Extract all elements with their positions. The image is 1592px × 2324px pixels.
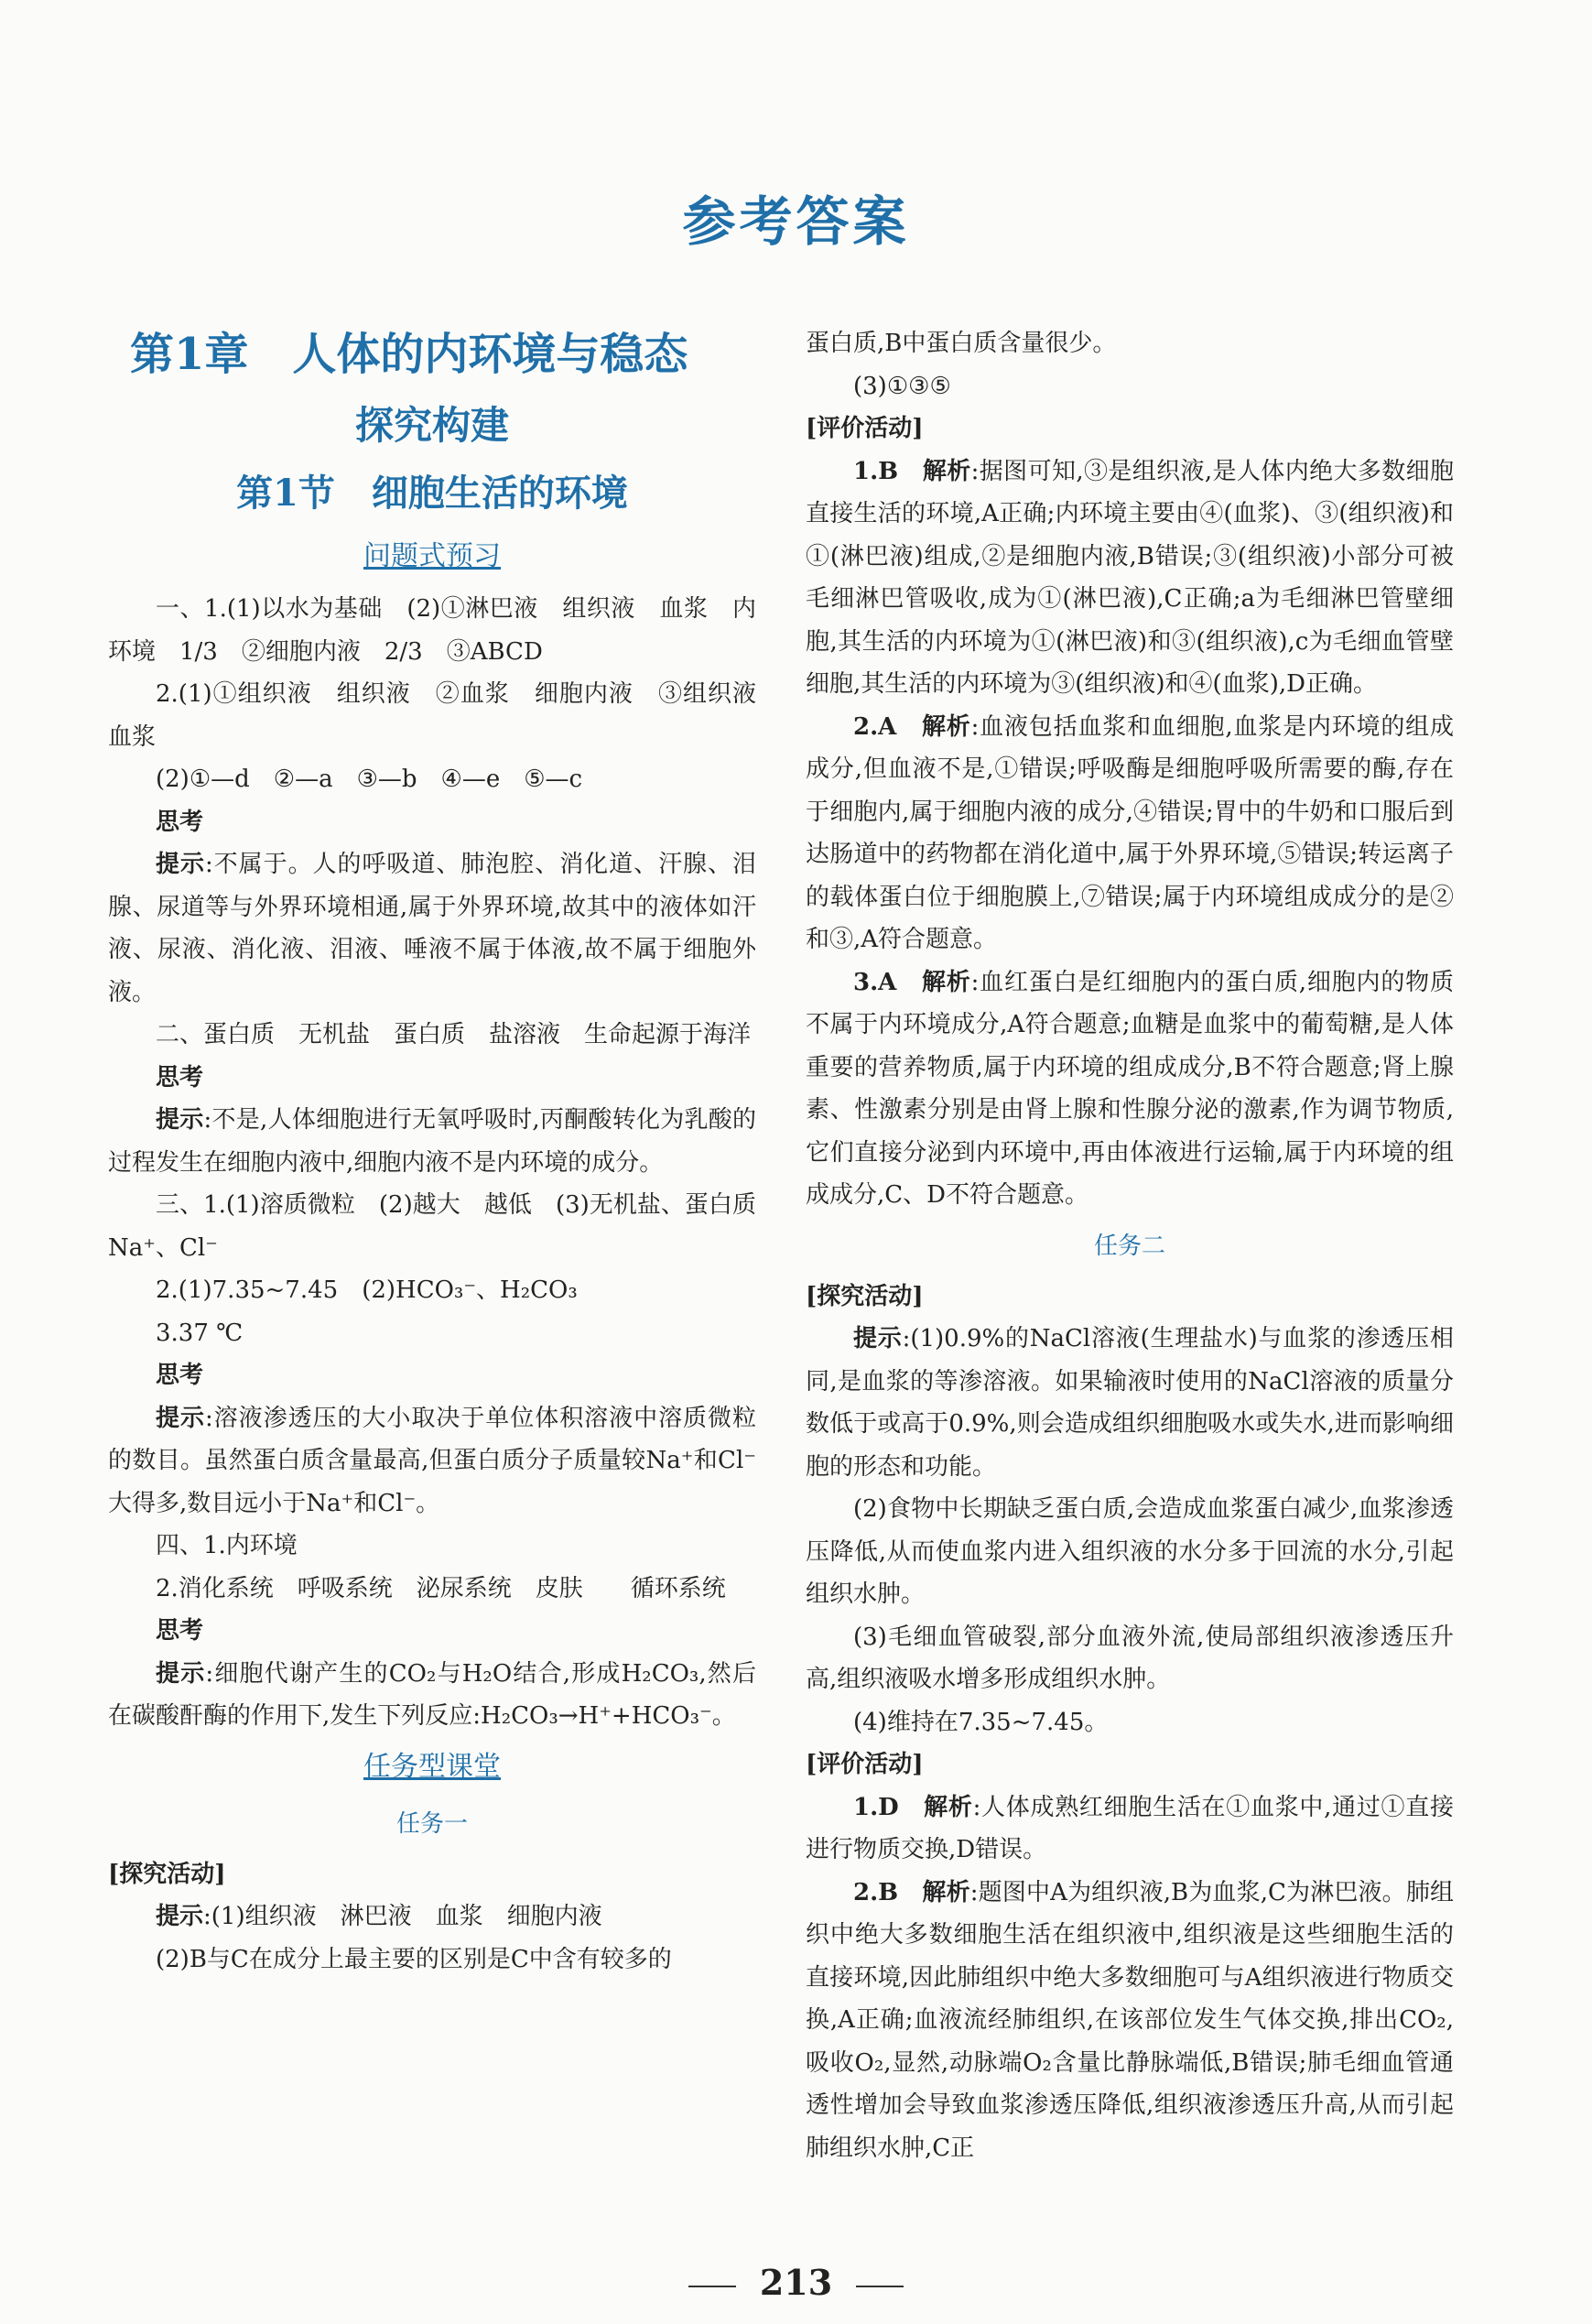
hint-text: :不是,人体细胞进行无氧呼吸时,丙酮酸转化为乳酸的过程发生在细胞内液中,细胞内液不是内环境的成分。: [108, 1106, 756, 1177]
hint-text: :不属于。人的呼吸道、肺泡腔、消化道、汗腺、泪腺、尿道等与外界环境相通,属于外界环境,故其中的液体如汗液、尿液、消化液、泪液、唾液不属于体液,故不属于细胞外液。: [108, 851, 756, 1006]
activity-heading: [探究活动]: [108, 1860, 226, 1888]
analysis-text: :人体成熟红细胞生活在①血浆中,通过①直接进行物质交换,D错误。: [806, 1793, 1454, 1863]
hint-text: :(1)组织液 淋巴液 血浆 细胞内液: [203, 1903, 602, 1930]
answer-paragraph: (3)①③⑤: [853, 372, 951, 400]
footer-dash-right: [856, 2286, 904, 2287]
chapter-title: 第1章 人体的内环境与稳态: [130, 329, 688, 380]
hint-label: 提示: [156, 851, 205, 878]
hint-label: 提示: [156, 1106, 204, 1134]
answer-label: 3.A 解析: [853, 968, 971, 996]
left-column: [108, 322, 781, 1981]
hint-text: :溶液渗透压的大小取决于单位体积溶液中溶质微粒的数目。虽然蛋白质含量最高,但蛋白质分子质量较Na⁺和Cl⁻大得多,数目远小于Na⁺和Cl⁻。: [108, 1404, 756, 1517]
answer-label: 2.B 解析: [853, 1878, 970, 1906]
page-number: 213: [759, 2262, 833, 2303]
answer-paragraph: 一、1.(1)以水为基础 (2)①淋巴液 组织液 血浆 内环境 1/3 ②细胞内液 2/3 ③ABCD: [108, 595, 756, 666]
think-heading: 思考: [156, 808, 204, 836]
answer-paragraph: (2)①—d ②—a ③—b ④—e ⑤—c: [156, 766, 583, 793]
hint-label: 提示: [156, 1659, 206, 1688]
preview-heading: 问题式预习: [363, 540, 501, 572]
answer-paragraph: (3)毛细血管破裂,部分血液外流,使局部组织液渗透压升高,组织液吸水增多形成组织水肿。: [806, 1623, 1454, 1693]
answer-paragraph: 3.37 ℃: [156, 1319, 244, 1347]
eval-heading: [评价活动]: [806, 1751, 924, 1778]
hint-paragraph: [108, 1895, 756, 1938]
think-heading: 思考: [156, 1362, 204, 1389]
task-one-heading: 任务一: [395, 1809, 468, 1838]
answer-paragraph: 四、1.内环境: [156, 1532, 298, 1559]
hint-label: 提示: [156, 1903, 204, 1930]
page-title: 参考答案: [682, 190, 910, 253]
answer-label: 1.D 解析: [853, 1793, 973, 1821]
analysis-text: :血液包括血浆和血细胞,血浆是内环境的组成成分,但血液不是,①错误;呼吸酶是细胞呼吸所需要的酶,存在于细胞内,属于细胞内液的成分,④错误;胃中的牛奶和口服后到达肠道中的药物都在消化道中,属于外界环境,⑤错误;转运离子的载体蛋白位于细胞膜上,⑦错误;属于内环境组成成分的是②和③,A符合题意。: [806, 712, 1454, 953]
part-title: 探究构建: [354, 403, 509, 448]
answer-paragraph: 蛋白质,B中蛋白质含量很少。: [806, 330, 1117, 357]
hint-label: 提示: [156, 1404, 205, 1432]
task-two-heading: 任务二: [1093, 1232, 1165, 1260]
analysis-text: :题图中A为组织液,B为血浆,C为淋巴液。肺组织中绝大多数细胞生活在组织液中,组织液是这些细胞生活的直接环境,因此肺组织中绝大多数细胞可与A组织液进行物质交换,A正确;血液流经肺组织,在该部位发生气体交换,排出CO₂,吸收O₂,显然,动脉端O₂含量比静脉端低,B错误;肺毛细血管通透性增加会导致血浆渗透压降低,组织液渗透压升高,从而引起肺组织水肿,C正: [806, 1878, 1454, 2162]
hint-text: :(1)0.9%的NaCl溶液(生理盐水)与血浆的渗透压相同,是血浆的等渗溶液。如果输液时使用的NaCl溶液的质量分数低于或高于0.9%,则会造成组织细胞吸水或失水,进而影响细胞的形态和功能。: [806, 1325, 1454, 1481]
answer-paragraph: 2.消化系统 呼吸系统 泌尿系统 皮肤 循环系统: [156, 1574, 726, 1602]
answer-paragraph: 二、蛋白质 无机盐 蛋白质 盐溶液 生命起源于海洋: [156, 1021, 752, 1048]
answer-analysis: [806, 961, 1454, 1217]
think-hint: [108, 1099, 756, 1184]
answer-analysis: [806, 1872, 1454, 2170]
answer-analysis: [806, 706, 1454, 961]
section-title: 第1节 细胞生活的环境: [236, 472, 628, 515]
answer-label: 1.B 解析: [853, 457, 971, 485]
answer-paragraph: 三、1.(1)溶质微粒 (2)越大 越低 (3)无机盐、蛋白质 Na⁺、Cl⁻: [108, 1191, 781, 1262]
think-hint: [108, 1397, 756, 1526]
right-column: [806, 322, 1454, 2169]
answer-analysis: [806, 451, 1454, 706]
answer-paragraph: (2)B与C在成分上最主要的区别是C中含有较多的: [156, 1945, 672, 1973]
answer-analysis: [806, 1786, 1454, 1872]
footer-dash-left: [688, 2286, 736, 2287]
eval-heading: [评价活动]: [806, 415, 924, 442]
answer-paragraph: 2.(1)7.35~7.45 (2)HCO₃⁻、H₂CO₃: [156, 1276, 578, 1304]
think-hint: [108, 843, 756, 1014]
classroom-heading: 任务型课堂: [363, 1750, 501, 1783]
hint-label: 提示: [853, 1325, 903, 1352]
answer-paragraph: (4)维持在7.35~7.45。: [853, 1708, 1109, 1736]
answer-label: 2.A 解析: [853, 712, 971, 741]
analysis-text: :血红蛋白是红细胞内的蛋白质,细胞内的物质不属于内环境成分,A符合题意;血糖是血浆中的葡萄糖,是人体重要的营养物质,属于内环境的组成成分,B不符合题意;肾上腺素、性激素分别是由肾上腺和性腺分泌的激素,作为调节物质,它们直接分泌到内环境中,再由体液进行运输,属于内环境的组成成分,C、D不符合题意。: [806, 968, 1454, 1209]
answer-paragraph: 2.(1)①组织液 组织液 ②血浆 细胞内液 ③组织液 血浆: [108, 680, 781, 751]
hint-text: :细胞代谢产生的CO₂与H₂O结合,形成H₂CO₃,然后在碳酸酐酶的作用下,发生下列反应:H₂CO₃→H⁺+HCO₃⁻。: [108, 1659, 756, 1730]
think-heading: 思考: [156, 1617, 204, 1645]
think-heading: 思考: [156, 1063, 204, 1091]
page-footer: [0, 2262, 1592, 2303]
hint-paragraph: [806, 1318, 1454, 1488]
activity-heading: [探究活动]: [806, 1282, 924, 1310]
think-hint: [108, 1653, 756, 1738]
analysis-text: :据图可知,③是组织液,是人体内绝大多数细胞直接生活的环境,A正确;内环境主要由④(血浆)、③(组织液)和①(淋巴液)组成,②是细胞内液,B错误;③(组织液)小部分可被毛细淋巴管吸收,成为①(淋巴液),C正确;a为毛细淋巴管壁细胞,其生活的内环境为①(淋巴液)和③(组织液),c为毛细血管壁细胞,其生活的内环境为③(组织液)和④(血浆),D正确。: [806, 457, 1454, 698]
answer-paragraph: (2)食物中长期缺乏蛋白质,会造成血浆蛋白减少,血浆渗透压降低,从而使血浆内进入组织液的水分多于回流的水分,引起组织水肿。: [806, 1495, 1454, 1608]
